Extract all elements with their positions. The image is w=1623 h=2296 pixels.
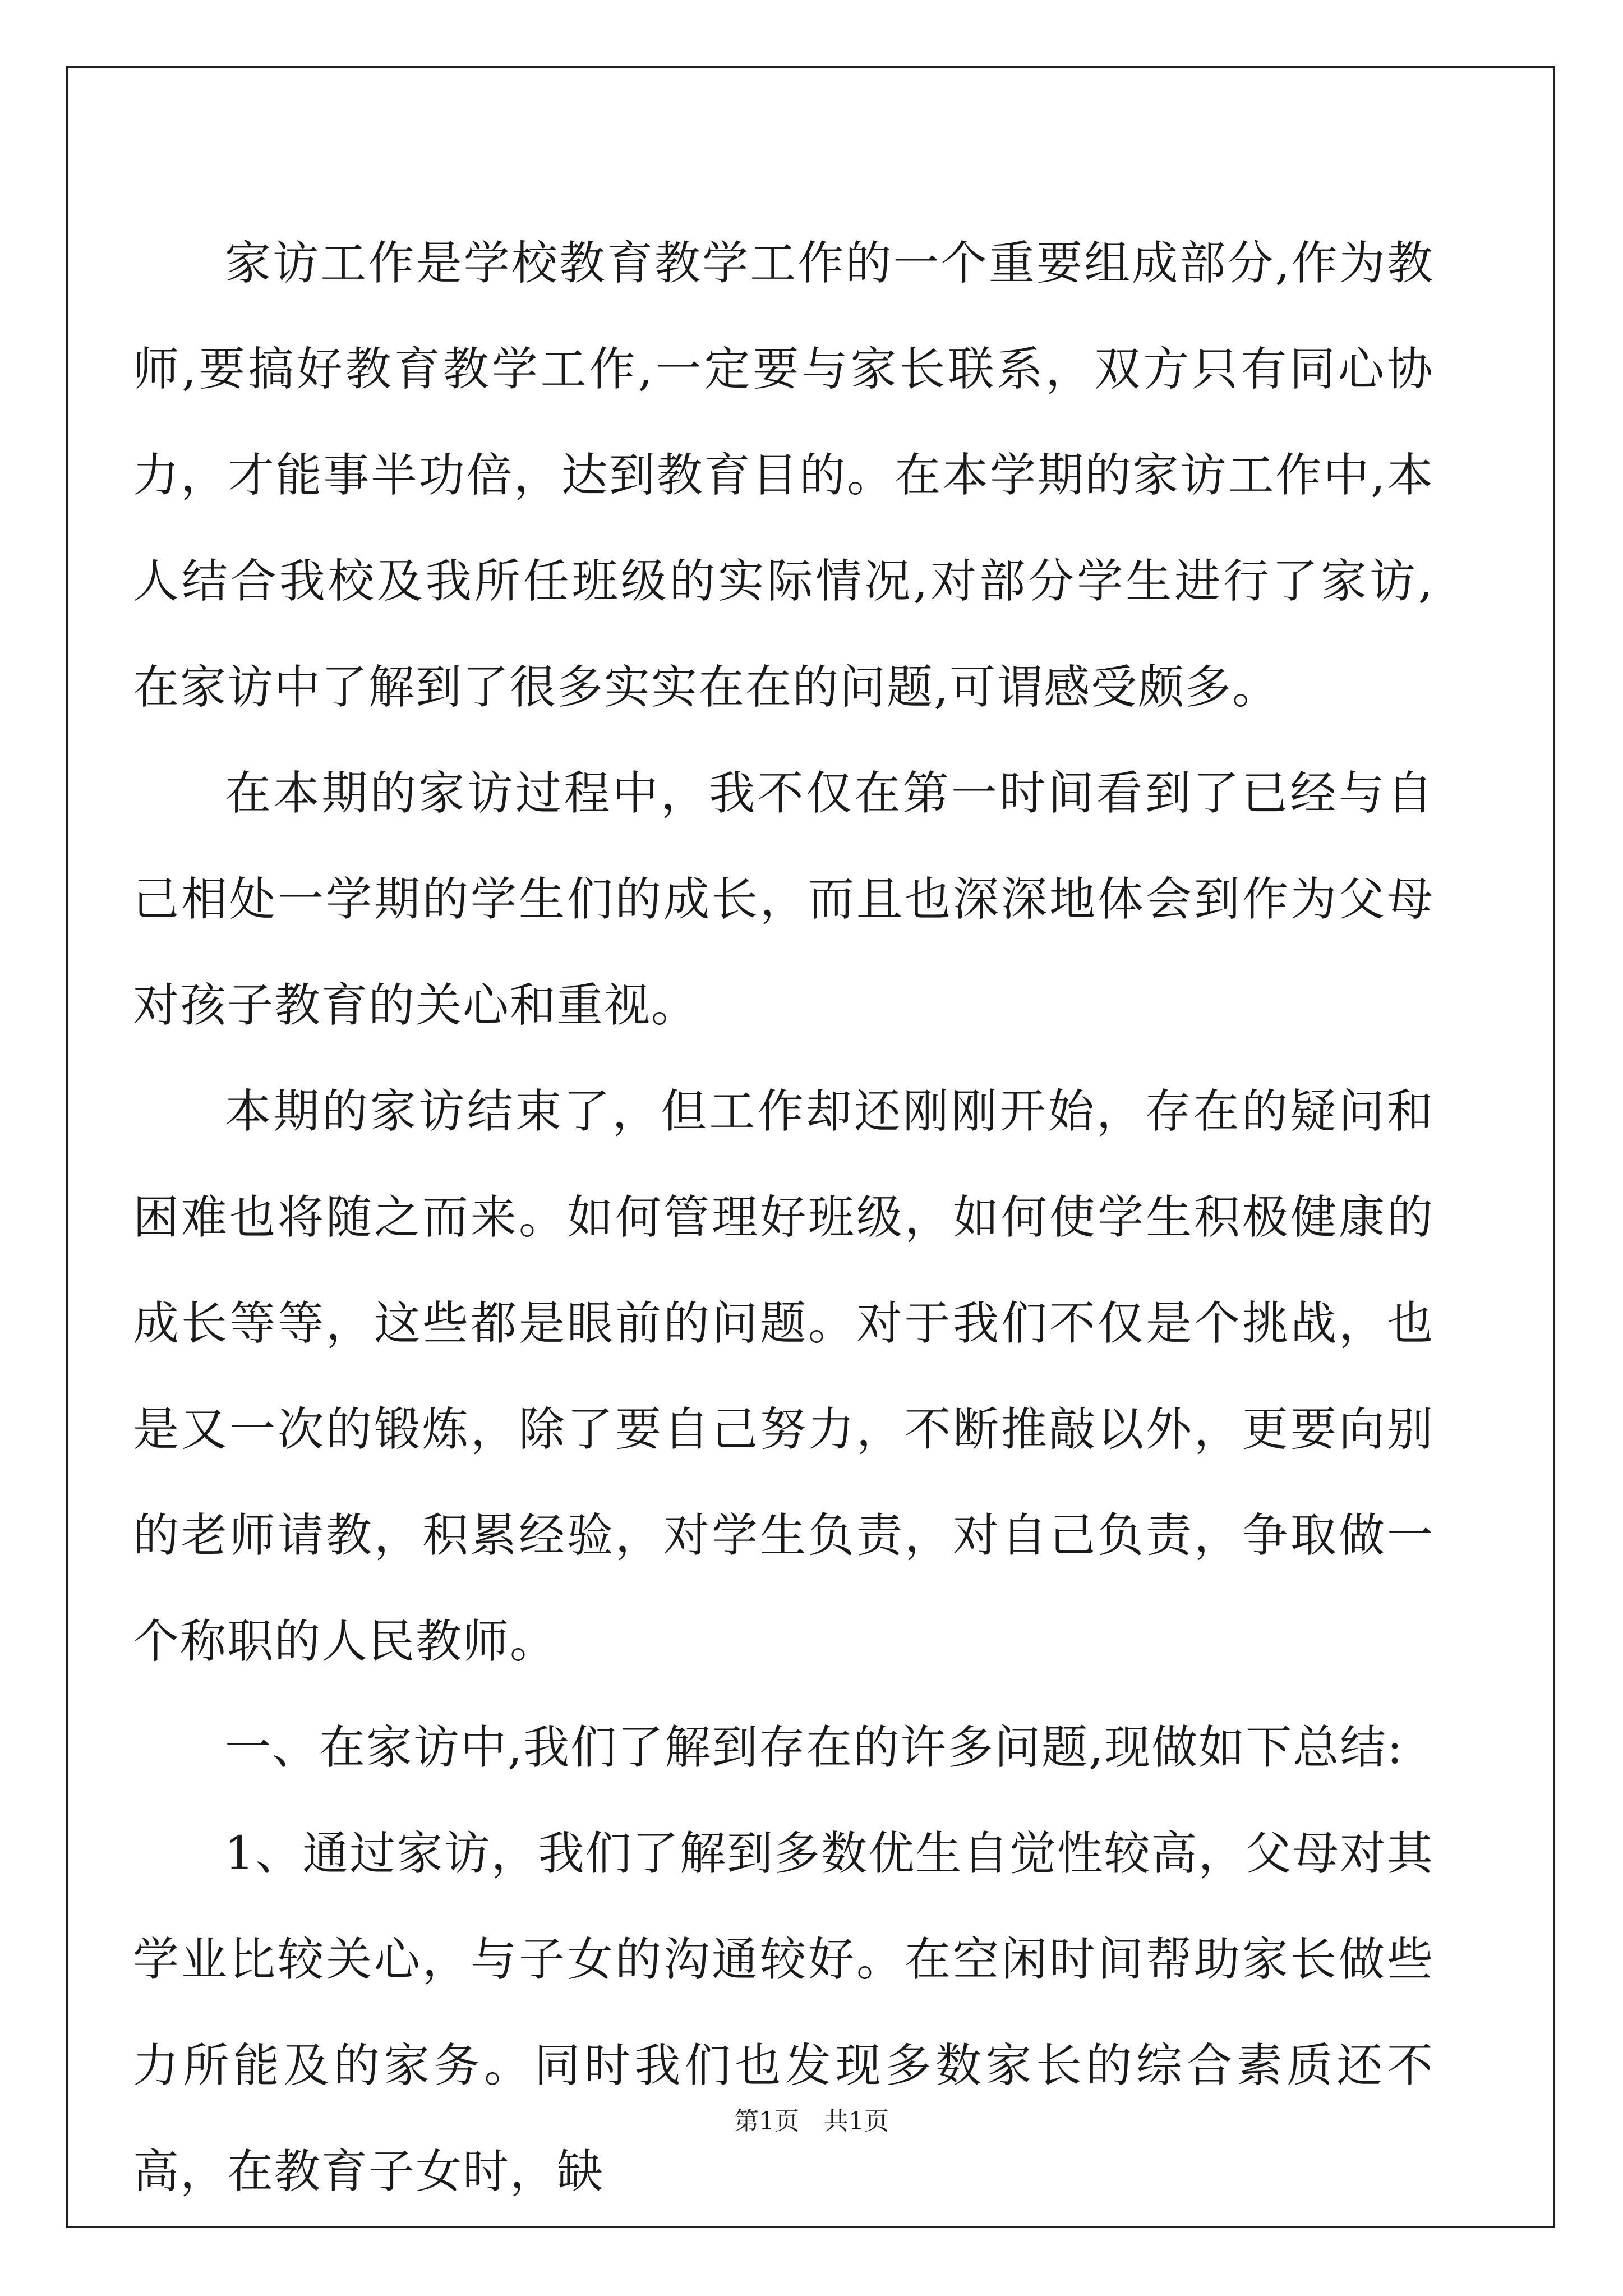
- paragraph-3: 本期的家访结束了，但工作却还刚刚开始，存在的疑问和困难也将随之而来。如何管理好班级，如何使学生积极健康的成长等等，这些都是眼前的问题。对于我们不仅是个挑战，也是又一次的锻炼，除了要自己努力，不断推敲以外，更要向别的老师请教，积累经验，对学生负责，对自己负责，争取做一个称职的人民教师。: [133, 1085, 1434, 1668]
- page-footer: [0, 2105, 1623, 2138]
- paragraph-4: 一、在家访中,我们了解到存在的许多问题,现做如下总结:: [225, 1721, 1404, 1774]
- page-number-current: 第1页: [734, 2107, 799, 2136]
- page-number-total: 共1页: [824, 2107, 889, 2136]
- document-body: [133, 210, 1434, 2225]
- paragraph-1: 家访工作是学校教育教学工作的一个重要组成部分,作为教师,要搞好教育教学工作,一定要与家长联系，双方只有同心协力，才能事半功倍，达到教育目的。在本学期的家访工作中,本人结合我校及我所任班级的实际情况,对部分学生进行了家访,在家访中了解到了很多实实在在的问题,可谓感受颇多。: [133, 237, 1434, 714]
- paragraph-2: 在本期的家访过程中，我不仅在第一时间看到了已经与自己相处一学期的学生们的成长，而且也深深地体会到作为父母对孩子教育的关心和重视。: [133, 767, 1434, 1032]
- paragraph-5: 1、通过家访，我们了解到多数优生自觉性较高，父母对其学业比较关心，与子女的沟通较好。在空闲时间帮助家长做些力所能及的家务。同时我们也发现多数家长的综合素质还不高，在教育子女时，缺: [133, 1827, 1434, 2198]
